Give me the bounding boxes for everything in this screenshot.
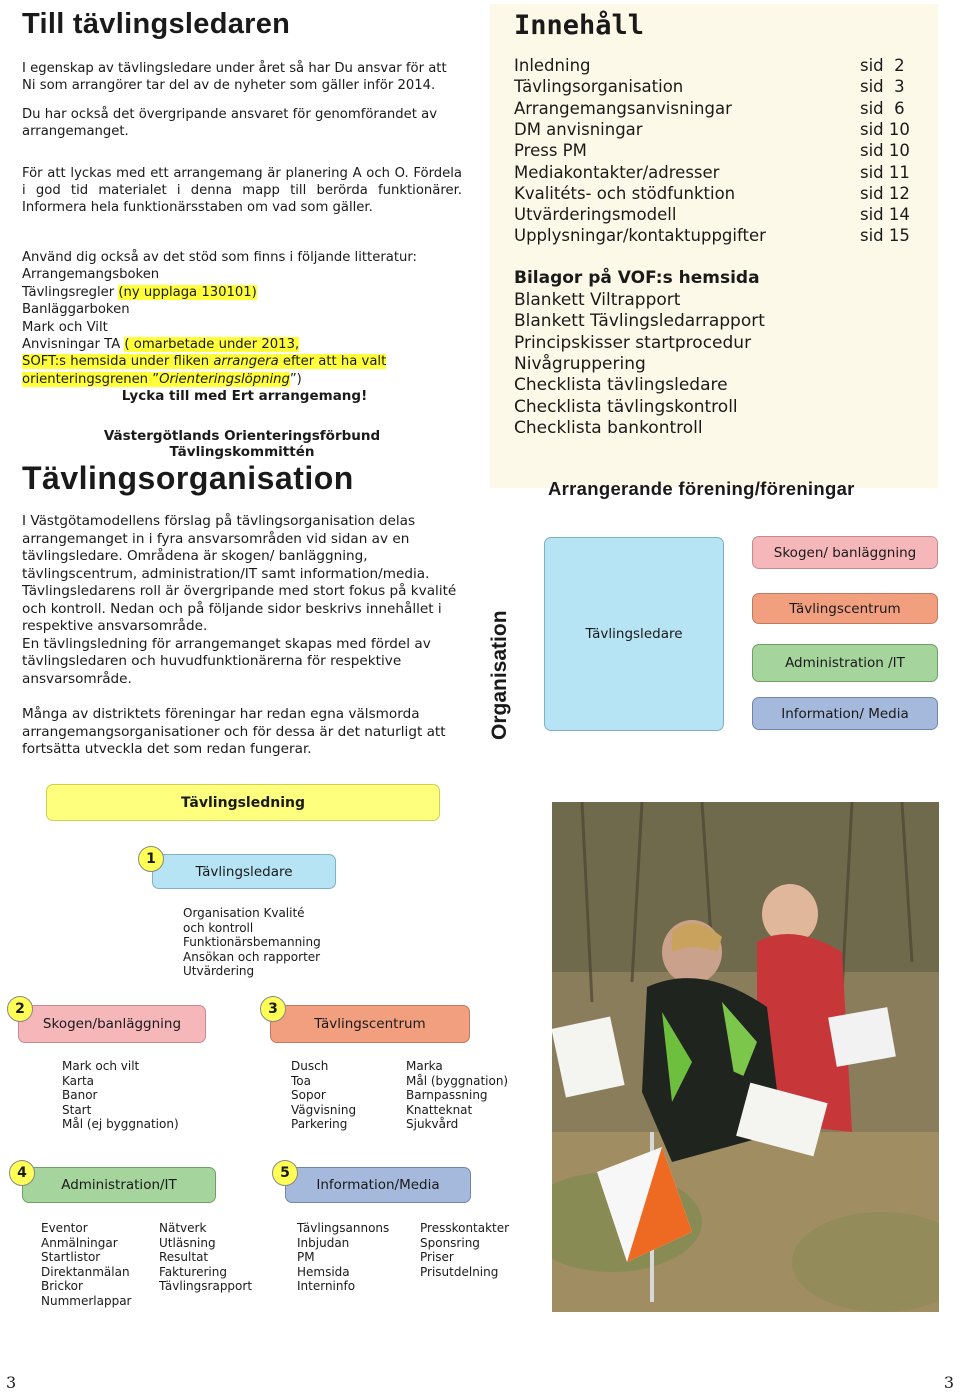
list-item: Karta bbox=[62, 1073, 95, 1088]
list-item: Mål (ej byggnation) bbox=[62, 1117, 179, 1132]
center-tasks-list-2 bbox=[406, 1059, 508, 1132]
list-item: Vägvisning bbox=[291, 1102, 357, 1117]
toc-item bbox=[514, 162, 919, 183]
list-item: Inbjudan bbox=[297, 1235, 350, 1250]
arranging-clubs-title: Arrangerande förening/föreningar bbox=[548, 478, 855, 499]
competition-management-box: Tävlingsledning bbox=[46, 784, 440, 821]
page-number-left: 3 bbox=[6, 1373, 17, 1392]
area-box-forest: Skogen/ banläggning bbox=[752, 536, 938, 569]
toc-item-label: Kvalitéts- och stödfunktion bbox=[514, 183, 736, 203]
organization-signature: Västergötlands Orienteringsförbund Tävlingskommittén bbox=[103, 428, 381, 460]
toc-item-label: DM anvisningar bbox=[514, 119, 643, 139]
toc-item-label: Press PM bbox=[514, 141, 587, 161]
media-tasks-list-2 bbox=[420, 1221, 509, 1279]
list-item: Sponsring bbox=[420, 1235, 480, 1250]
center-tasks-list bbox=[291, 1059, 356, 1132]
section-heading: Tävlingsorganisation bbox=[22, 460, 354, 496]
toc-title: Innehåll bbox=[514, 10, 645, 41]
list-item: Brickor bbox=[41, 1279, 83, 1294]
toc-item-label: Inledning bbox=[514, 56, 591, 75]
area-box-admin: Administration /IT bbox=[752, 644, 938, 682]
literature-item: Anvisningar TA ( omarbetade under 2013, bbox=[22, 337, 300, 353]
toc-item bbox=[514, 204, 919, 225]
list-item: Utläsning bbox=[159, 1235, 216, 1250]
role-box-media: Information/Media bbox=[285, 1167, 471, 1203]
list-item: Marka bbox=[406, 1059, 443, 1073]
list-item: Prisutdelning bbox=[420, 1264, 499, 1279]
literature-item: SOFT:s hemsida under fliken arrangera efter att ha valt bbox=[22, 354, 387, 370]
attachment-item: Checklista bankontroll bbox=[514, 417, 703, 438]
list-item: Organisation Kvalité bbox=[183, 906, 305, 920]
list-item: och kontroll bbox=[183, 920, 254, 935]
list-item: Anmälningar bbox=[41, 1235, 118, 1250]
toc-item-label: Upplysningar/kontaktuppgifter bbox=[514, 226, 766, 246]
page-number-right: 3 bbox=[943, 1373, 954, 1392]
toc-item bbox=[514, 76, 919, 97]
list-item: Tävlingsannons bbox=[297, 1221, 390, 1235]
toc-item-label: Mediakontakter/adresser bbox=[514, 162, 720, 182]
list-item: Hemsida bbox=[297, 1264, 350, 1279]
list-item: Interninfo bbox=[297, 1279, 356, 1294]
role-box-forest: Skogen/banläggning bbox=[18, 1005, 206, 1043]
number-badge: 3 bbox=[260, 996, 286, 1022]
attachment-item: Blankett Tävlingsledarrapport bbox=[514, 311, 765, 332]
toc-item bbox=[514, 119, 919, 140]
page-title: Till tävlingsledaren bbox=[22, 8, 291, 40]
literature-intro: Använd dig också av det stöd som finns i följande litteratur: bbox=[22, 250, 418, 265]
attachment-item: Checklista tävlingskontroll bbox=[514, 396, 738, 417]
role-box-center: Tävlingscentrum bbox=[270, 1005, 470, 1043]
list-item: Banor bbox=[62, 1088, 98, 1103]
literature-item: Mark och Vilt bbox=[22, 319, 108, 335]
toc-item-page: sid 14 bbox=[860, 205, 910, 225]
list-item: Toa bbox=[291, 1073, 311, 1088]
list-item: Startlistor bbox=[41, 1250, 101, 1265]
toc-item-page: sid 11 bbox=[860, 162, 910, 182]
list-item: Priser bbox=[420, 1250, 454, 1265]
list-item: Utvärdering bbox=[183, 964, 255, 979]
attachment-item: Principskisser startprocedur bbox=[514, 332, 752, 353]
organisation-vertical-label: Organisation bbox=[488, 610, 511, 740]
role-box-leader: Tävlingsledare bbox=[152, 854, 336, 889]
toc-item bbox=[514, 183, 919, 204]
intro-paragraph: I egenskap av tävlingsledare under året så har Du ansvar för att Ni som arrangörer tar del av de nyheter som gäller inför 2014. bbox=[22, 61, 447, 93]
area-box-media: Information/ Media bbox=[752, 697, 938, 730]
literature-item: Tävlingsregler (ny upplaga 130101) bbox=[22, 284, 257, 300]
toc-item-page: sid 3 bbox=[860, 77, 905, 97]
toc-item-page: sid 6 bbox=[860, 98, 905, 118]
toc-item bbox=[514, 98, 919, 119]
list-item: Nätverk bbox=[159, 1221, 207, 1235]
toc-item bbox=[514, 140, 919, 161]
attachment-item: Nivågruppering bbox=[514, 353, 646, 374]
list-item: Start bbox=[62, 1102, 92, 1117]
media-tasks-list bbox=[297, 1221, 389, 1294]
toc-item bbox=[514, 55, 919, 76]
number-badge: 1 bbox=[138, 846, 164, 872]
planning-paragraph: För att lyckas med ett arrangemang är planering A och O. Fördela i god tid materialet i denna mapp till berörda funktionärer. Informera hela funktionärsstaben om vad som gäller. bbox=[22, 166, 462, 215]
list-item: Eventor bbox=[41, 1221, 88, 1235]
list-item: Direktanmälan bbox=[41, 1264, 130, 1279]
list-item: Resultat bbox=[159, 1250, 209, 1265]
role-box-admin: Administration/IT bbox=[22, 1167, 216, 1203]
toc-item-label: Utvärderingsmodell bbox=[514, 205, 677, 225]
attachments-title: Bilagor på VOF:s hemsida bbox=[514, 268, 760, 288]
admin-tasks-list-2 bbox=[159, 1221, 252, 1294]
table-of-contents bbox=[490, 4, 938, 488]
orienteering-photo bbox=[552, 802, 939, 1312]
area-box-center: Tävlingscentrum bbox=[752, 593, 938, 624]
number-badge: 4 bbox=[9, 1160, 35, 1186]
toc-item-page: sid 10 bbox=[860, 119, 910, 139]
list-item: Funktionärsbemanning bbox=[183, 935, 321, 950]
toc-item-page: sid 15 bbox=[860, 226, 910, 246]
list-item: Sjukvård bbox=[406, 1117, 459, 1132]
literature-item: Arrangemangsboken bbox=[22, 267, 160, 283]
number-badge: 2 bbox=[7, 996, 33, 1022]
list-item: Mark och vilt bbox=[62, 1059, 140, 1073]
list-item: Ansökan och rapporter bbox=[183, 949, 321, 964]
list-item: Parkering bbox=[291, 1117, 348, 1132]
attachment-item: Blankett Viltrapport bbox=[514, 290, 681, 310]
leader-tasks-list bbox=[183, 906, 321, 979]
toc-item-page: sid 12 bbox=[860, 183, 910, 203]
literature-block bbox=[22, 249, 467, 406]
list-item: Nummerlappar bbox=[41, 1293, 132, 1308]
good-luck-text: Lycka till med Ert arrangemang! bbox=[121, 388, 368, 405]
leader-box: Tävlingsledare bbox=[544, 537, 724, 731]
list-item: Tävlingsrapport bbox=[159, 1279, 253, 1294]
list-item: Knatteknat bbox=[406, 1102, 473, 1117]
list-item: Presskontakter bbox=[420, 1221, 510, 1235]
list-item: Fakturering bbox=[159, 1264, 227, 1279]
list-item: Barnpassning bbox=[406, 1088, 488, 1103]
toc-item bbox=[514, 225, 919, 246]
list-item: PM bbox=[297, 1250, 315, 1265]
toc-item-label: Arrangemangsanvisningar bbox=[514, 98, 732, 118]
list-item: Sopor bbox=[291, 1088, 326, 1103]
forest-tasks-list bbox=[62, 1059, 179, 1132]
literature-item: Banläggarboken bbox=[22, 302, 130, 318]
number-badge: 5 bbox=[272, 1160, 298, 1186]
list-item: Mål (byggnation) bbox=[406, 1073, 509, 1088]
attachment-item: Checklista tävlingsledare bbox=[514, 375, 728, 396]
list-item: Dusch bbox=[291, 1059, 329, 1073]
toc-item-page: sid 10 bbox=[860, 141, 910, 161]
admin-tasks-list bbox=[41, 1221, 132, 1309]
organization-text: I Västgötamodellens förslag på tävlingsorganisation delas arrangemanget in i fyra ansvarsområden vid sidan av en tävlingsledare. Områdena är skogen/ banläggning, tävlingscentrum, administration/IT samt information/media. Tävlingsledarens roll är övergripande med stort fokus på kvalité och kontroll. Nedan och på följande sidor beskrivs innehållet i respektive ansvarsområde. En tävlingsledning för arrangemanget skapas med fördel av tävlingsledaren och huvudfunktionärerna för respektive ansvarsområde. Många av distriktets föreningar har redan egna välsmorda arrangemangsorganisationer och för dessa är det naturligt att fortsätta utveckla det som redan fungerar. bbox=[22, 513, 457, 757]
toc-item-label: Tävlingsorganisation bbox=[514, 77, 684, 97]
responsibility-paragraph: Du har också det övergripande ansvaret för genomförandet av arrangemanget. bbox=[22, 107, 438, 139]
literature-item: orienteringsgrenen ”Orienteringslöpning”) bbox=[22, 371, 302, 387]
toc-item-page: sid 2 bbox=[860, 56, 905, 75]
